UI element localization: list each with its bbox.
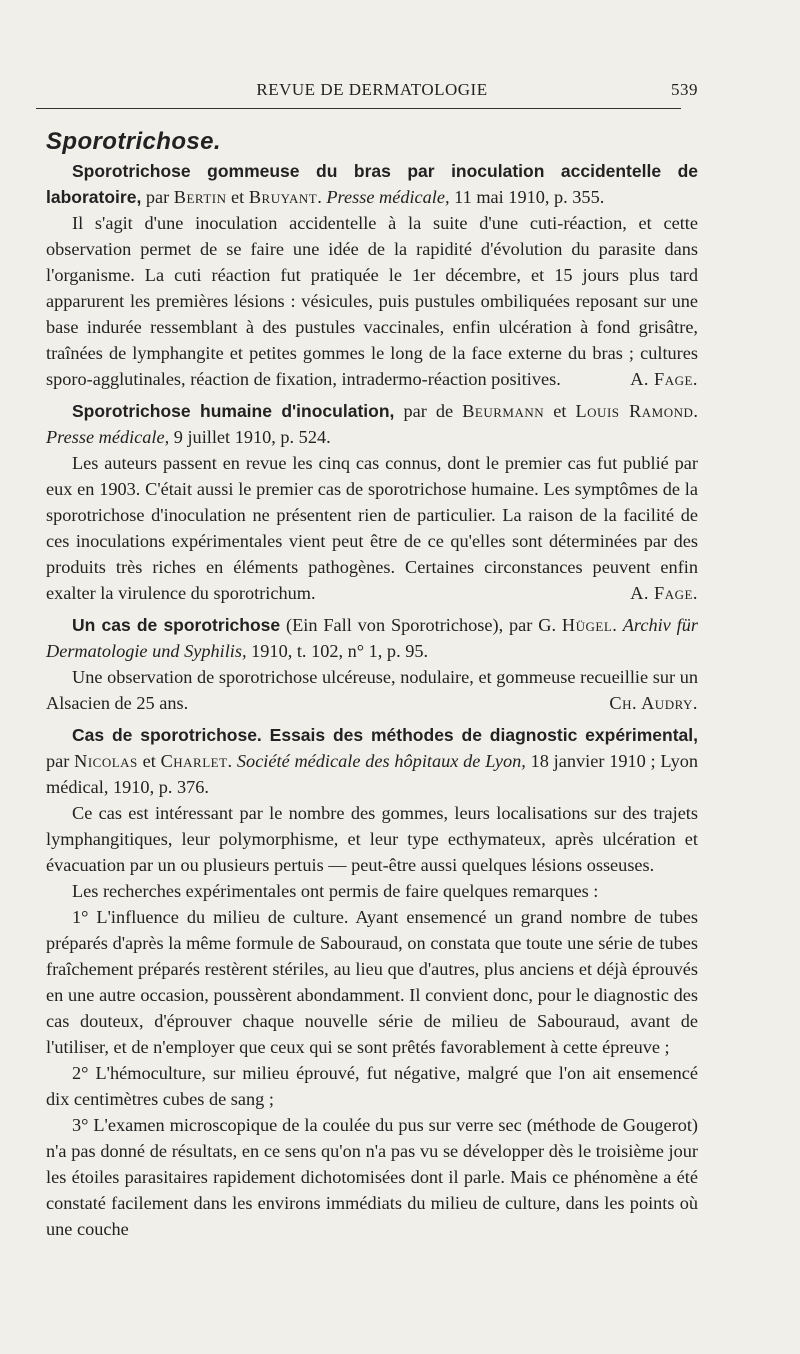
citation-text: (Ein Fall von Sporotrichose), par G.: [280, 615, 562, 635]
entry-title: Sporotrichose gommeuse du bras par inoculation accidentelle de laboratoire,: [46, 161, 698, 207]
citation-text: .: [227, 751, 237, 771]
citation-ref: 18 janvier 1910 ; Lyon médical, 1910, p. 376.: [46, 751, 698, 797]
entry: [46, 722, 698, 1242]
citation-text: et: [544, 401, 576, 421]
entry-title: Un cas de sporotrichose: [72, 615, 281, 635]
article-body: [46, 158, 698, 1242]
citation-ref: 1910, t. 102, n° 1, p. 95.: [246, 641, 429, 661]
author-name: Bertin: [173, 187, 227, 207]
entry-header: [46, 158, 698, 210]
entry-paragraph: Ce cas est intéressant par le nombre des gommes, leurs localisations sur des trajets lymphangitiques, leur polymorphisme, et leur type ecthymateux, après ulcération et évacuation par un ou plusieurs pertuis — peut-être aussi quelques lésions osseuses.: [46, 803, 698, 875]
entry-header: [46, 612, 698, 664]
author-name: Hügel: [561, 615, 613, 635]
citation-text: par: [46, 751, 75, 771]
page-number: 539: [671, 80, 698, 99]
entry: [46, 158, 698, 392]
entry-header: [46, 722, 698, 800]
section-title: Sporotrichose.: [46, 128, 221, 155]
journal-name: Archiv für Dermatologie und Syphilis,: [46, 615, 698, 661]
entry: [46, 612, 698, 716]
journal-running-title: REVUE DE DERMATOLOGIE: [256, 80, 488, 99]
author-name: Louis Ramond: [575, 401, 694, 421]
entry: [46, 398, 698, 606]
running-head: [46, 74, 698, 104]
entry-paragraph: Les recherches expérimentales ont permis de faire quelques remarques :: [72, 881, 599, 901]
citation-text: .: [317, 187, 327, 207]
author-name: Bruyant: [248, 187, 318, 207]
entry-paragraph: 3° L'examen microscopique de la coulée du pus sur verre sec (méthode de Gougerot) n'a pas donné de résultats, en ce sens qu'on n'a pas vu se développer dès le troisième jour les étoiles parasitaires rapidement dichotomisées dont il parle. Mais ce phénomène a été constaté facilement dans les environs immédiats du milieu de culture, dans les points où une couche: [46, 1115, 698, 1239]
journal-name: Société médicale des hôpitaux de Lyon,: [236, 751, 526, 771]
entry-paragraph: 2° L'hémoculture, sur milieu éprouvé, fut négative, malgré que l'on ait ensemencé dix centimètres cubes de sang ;: [46, 1063, 698, 1109]
citation-text: par de: [394, 401, 463, 421]
citation-text: .: [612, 615, 623, 635]
entry-title: Sporotrichose humaine d'inoculation,: [72, 401, 395, 421]
entry-paragraph: Les auteurs passent en revue les cinq cas connus, dont le premier cas fut publié par eux en 1903. C'était aussi le premier cas de sporotrichose humaine. Les symptômes de la sporotrichose d'inoculation ne présentent rien de particulier. La raison de la facilité de ces inoculations expérimentales vient peut être de ce qu'elles sont déterminées par des produits très riches en éléments pathogènes. Certaines circonstances peuvent enfin exalter la virulence du sporotrichum. A. Fage.: [46, 450, 698, 606]
citation-text: .: [693, 401, 698, 421]
entry-paragraph: 1° L'influence du milieu de culture. Ayant ensemencé un grand nombre de tubes préparés d'après la même formule de Sabouraud, on constata que toute une série de tubes fraîchement préparés restèrent stériles, au lieu que d'autres, plus anciens et déjà éprouvés en une autre occasion, poussèrent abondamment. Il convient donc, pour le diagnostic des cas douteux, d'éprouver chaque nouvelle série de milieu de Sabouraud, avant de l'utiliser, et de n'employer que ceux qui se sont prêtés favorablement à cette épreuve ;: [46, 907, 698, 1057]
entry-paragraph: Il s'agit d'une inoculation accidentelle à la suite d'une cuti-réaction, et cette observation permet de se faire une idée de la rapidité d'évolution du parasite dans l'organisme. La cuti réaction fut pratiquée le 1er décembre, et 15 jours plus tard apparurent les premières lésions : vésicules, puis pustules ombiliquées reposant sur une base indurée ressemblant à des pustules vaccinales, enfin ulcération à fond grisâtre, traînées de lymphangite et petites gommes le long de la face externe du bras ; cultures sporo-agglutinales, réaction de fixation, intradermo-réaction positives. A. Fage.: [46, 210, 698, 392]
citation-text: par: [141, 187, 174, 207]
running-head-area: [46, 74, 698, 104]
citation-text: et: [226, 187, 249, 207]
entry-header: [46, 398, 698, 450]
citation-ref: 9 juillet 1910, p. 524.: [169, 427, 331, 447]
journal-name: Presse médicale,: [46, 427, 170, 447]
citation-ref: 11 mai 1910, p. 355.: [449, 187, 605, 207]
author-name: Nicolas: [74, 751, 138, 771]
entry-title: Cas de sporotrichose. Essais des méthodes de diagnostic expérimental,: [72, 725, 698, 745]
signature: A. Fage.: [630, 369, 698, 389]
author-name: Beurmann: [462, 401, 545, 421]
signature: A. Fage.: [630, 583, 698, 603]
entry-paragraph: Une observation de sporotrichose ulcéreuse, nodulaire, et gommeuse recueillie sur un Alsacien de 25 ans. Ch. Audry.: [46, 664, 698, 716]
citation-text: et: [137, 751, 161, 771]
journal-name: Presse médicale,: [326, 187, 450, 207]
author-name: Charlet: [160, 751, 228, 771]
signature: Ch. Audry.: [609, 693, 698, 713]
header-rule: [36, 108, 681, 109]
